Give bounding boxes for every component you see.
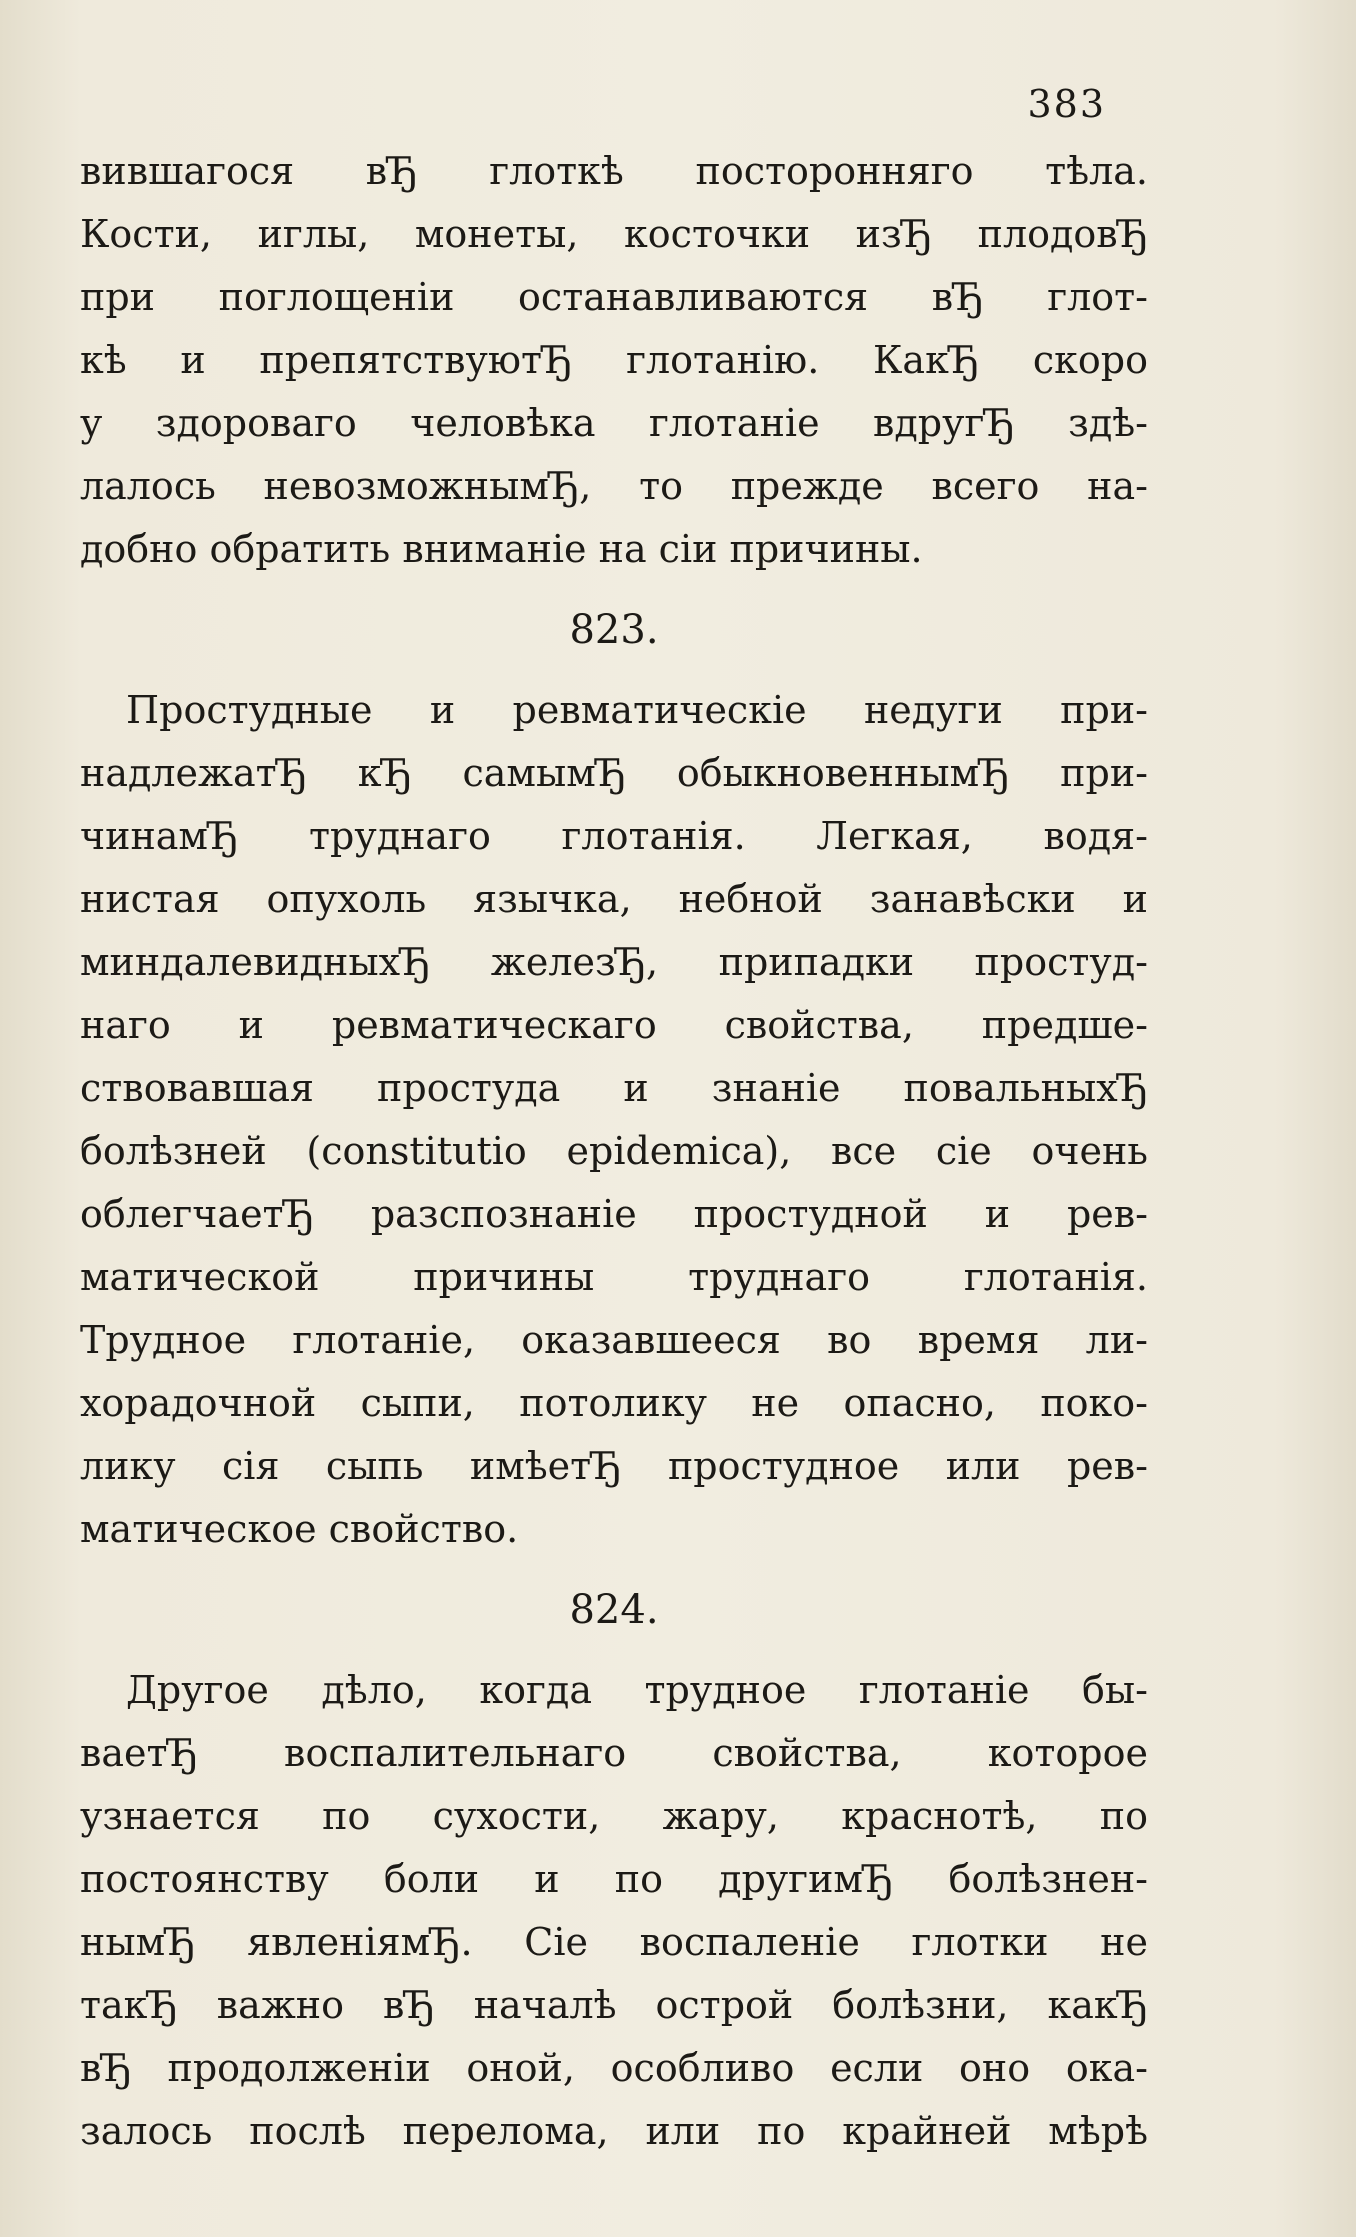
page-text: [80, 140, 1148, 2163]
paragraph-824: [80, 1659, 1148, 2163]
section-number-824: 824.: [569, 1587, 659, 1633]
text-line: надлежатЂ кЂ самымЂ обыкновеннымЂ при-: [80, 751, 1148, 795]
text-line: залось послѣ перелома, или по крайней мѣрѣ: [80, 2109, 1148, 2153]
text-line: кѣ и препятствуютЂ глотанію. КакЂ скоро: [80, 338, 1148, 382]
page-number: 383: [1027, 82, 1106, 126]
text-line: чинамЂ труднаго глотанія. Легкая, водя-: [80, 814, 1148, 858]
text-line: при поглощеніи останавливаются вЂ глот-: [80, 275, 1148, 319]
text-line: хорадочной сыпи, потолику не опасно, поко-: [80, 1381, 1148, 1425]
text-line: матической причины труднаго глотанія.: [80, 1255, 1148, 1299]
paragraph-top: [80, 140, 1148, 581]
text-line: нымЂ явленіямЂ. Сіе воспаленіе глотки не: [80, 1920, 1148, 1964]
text-line: узнается по сухости, жару, краснотѣ, по: [80, 1794, 1148, 1838]
text-line: миндалевидныхЂ железЂ, припадки простуд-: [80, 940, 1148, 984]
paragraph-823: [80, 679, 1148, 1561]
text-line: лику сія сыпь имѣетЂ простудное или рев-: [80, 1444, 1148, 1488]
text-line: вившагося вЂ глоткѣ посторонняго тѣла.: [80, 149, 1148, 193]
text-line: у здороваго человѣка глотаніе вдругЂ здѣ-: [80, 401, 1148, 445]
text-line: лалось невозможнымЂ, то прежде всего на-: [80, 464, 1148, 508]
text-line: Трудное глотаніе, оказавшееся во время ли-: [80, 1318, 1148, 1362]
text-line: ваетЂ воспалительнаго свойства, которое: [80, 1731, 1148, 1775]
text-line: добно обратить вниманіе на сіи причины.: [80, 527, 923, 571]
text-line: матическое свойство.: [80, 1507, 519, 1551]
text-line: такЂ важно вЂ началѣ острой болѣзни, какЂ: [80, 1983, 1148, 2027]
text-line: Кости, иглы, монеты, косточки изЂ плодовЂ: [80, 212, 1148, 256]
text-line: облегчаетЂ разспознаніе простудной и рев-: [80, 1192, 1148, 1236]
text-line: Простудные и ревматическіе недуги при-: [126, 688, 1148, 732]
text-line: постоянству боли и по другимЂ болѣзнен-: [80, 1857, 1148, 1901]
section-number-823: 823.: [569, 607, 659, 653]
text-line: наго и ревматическаго свойства, предше-: [80, 1003, 1148, 1047]
text-line: вЂ продолженіи оной, особливо если оно ока-: [80, 2046, 1148, 2090]
text-line: ствовавшая простуда и знаніе повальныхЂ: [80, 1066, 1148, 1110]
text-line: Другое дѣло, когда трудное глотаніе бы-: [126, 1668, 1148, 1712]
text-line: болѣзней (constitutio epidemica), все сіе очень: [80, 1129, 1148, 1173]
text-line: нистая опухоль язычка, небной занавѣски и: [80, 877, 1148, 921]
